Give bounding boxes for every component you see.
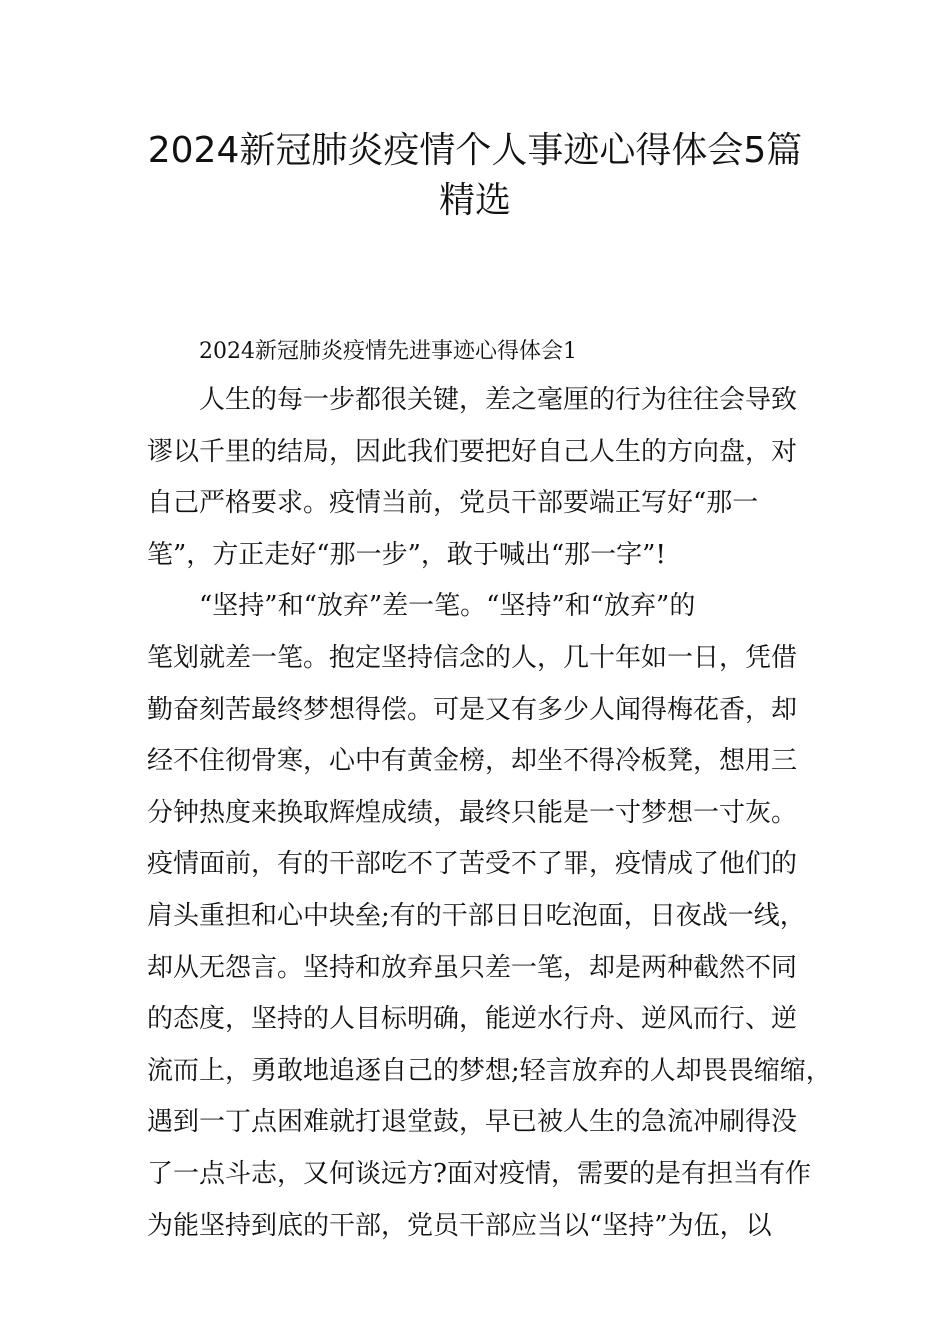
paragraph-1 [147, 375, 827, 581]
text-line: 为能坚持到底的干部，党员干部应当以“坚持”为伍，以 [147, 1210, 772, 1241]
document-title: 2024新冠肺炎疫情个人事迹心得体会5篇精选 [147, 130, 803, 221]
text-line: 了一点斗志，又何谈远方?面对疫情，需要的是有担当有作 [147, 1158, 811, 1189]
text-line: 肩头重担和心中块垒;有的干部日日吃泡面，日夜战一线， [147, 900, 806, 931]
text-line: 经不住彻骨寒，心中有黄金榜，却坐不得冷板凳，想用三 [147, 746, 798, 777]
section-subheading: 2024新冠肺炎疫情先进事迹心得体会1 [199, 339, 577, 364]
text-line: 自己严格要求。疫情当前，党员干部要端正写好“那一 [147, 488, 759, 519]
text-line: 笔划就差一笔。抱定坚持信念的人，几十年如一日，凭借 [147, 642, 798, 673]
text-line: 流而上，勇敢地追逐自己的梦想;轻言放弃的人却畏畏缩缩， [147, 1055, 832, 1086]
text-line: 笔”，方正走好“那一步”，敢于喊出“那一字”! [147, 539, 666, 570]
document-body [147, 329, 832, 1252]
text-line: “坚持”和“放弃”差一笔。“坚持”和“放弃”的 [199, 591, 696, 622]
text-line: 却从无怨言。坚持和放弃虽只差一笔，却是两种截然不同 [147, 952, 798, 983]
text-line: 遇到一丁点困难就打退堂鼓，早已被人生的急流冲刷得没 [147, 1107, 798, 1138]
text-line: 分钟热度来换取辉煌成绩，最终只能是一寸梦想一寸灰。 [147, 797, 798, 828]
text-line: 的态度，坚持的人目标明确，能逆水行舟、逆风而行、逆 [147, 1004, 798, 1035]
text-line: 人生的每一步都很关键，差之毫厘的行为往往会导致 [199, 385, 798, 415]
text-line: 勤奋刻苦最终梦想得偿。可是又有多少人闻得梅花香，却 [147, 694, 798, 725]
paragraph-2 [147, 581, 832, 1252]
text-line: 谬以千里的结局，因此我们要把好自己人生的方向盘，对 [147, 436, 798, 467]
text-line: 疫情面前，有的干部吃不了苦受不了罪，疫情成了他们的 [147, 849, 798, 880]
